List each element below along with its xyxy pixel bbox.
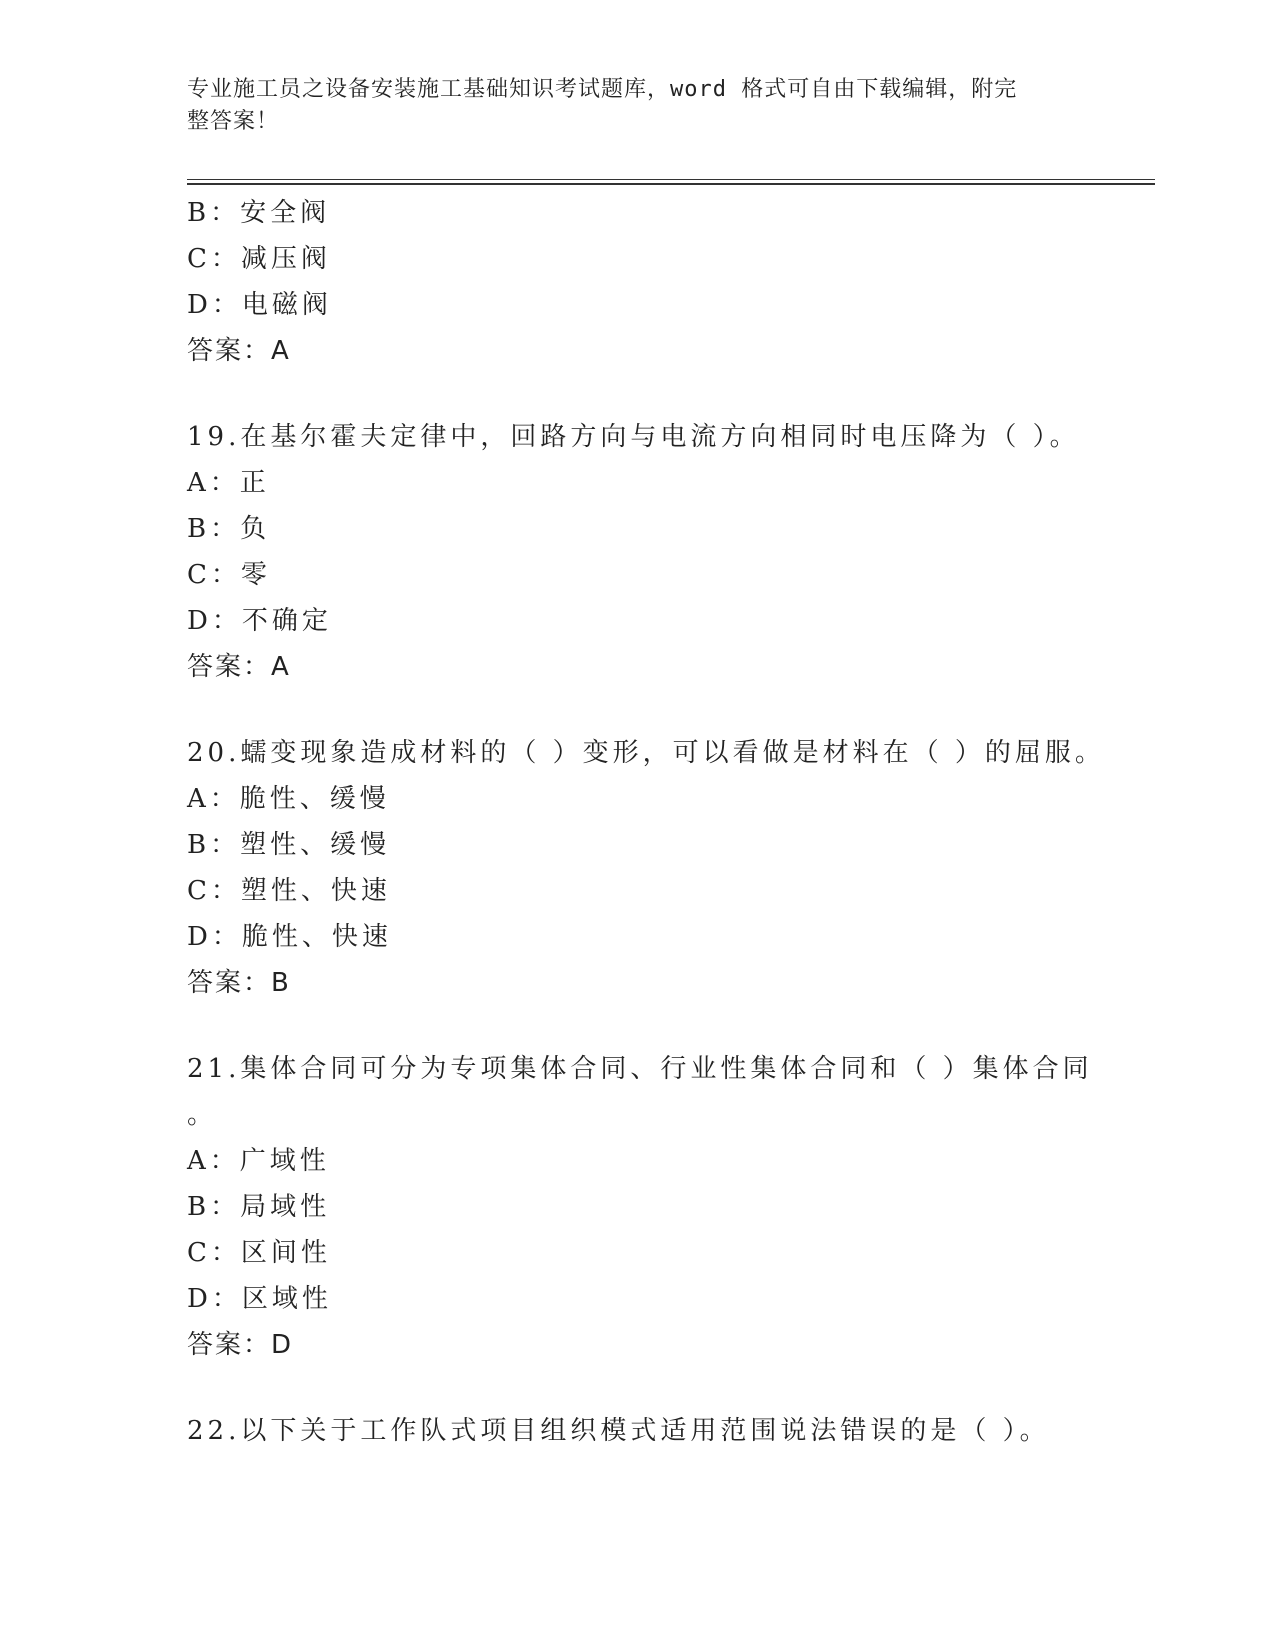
option-a: A：脆性、缓慢 [187, 784, 390, 814]
answer: 答案：D [187, 1330, 294, 1360]
question-text-continuation: 。 [187, 1100, 218, 1130]
header-rule-thick [187, 183, 1155, 185]
question-block-19 [187, 414, 1087, 690]
option-d: D：脆性、快速 [187, 922, 392, 952]
option-c: C：区间性 [187, 1238, 331, 1268]
option-b: B：局域性 [187, 1192, 331, 1222]
question-block-20 [187, 730, 1105, 1006]
header-rule-thin [187, 179, 1155, 180]
option-a: A：正 [187, 468, 270, 498]
option-b: B：安全阀 [187, 198, 331, 228]
option-c: C：塑性、快速 [187, 876, 391, 906]
option-b: B：塑性、缓慢 [187, 830, 391, 860]
answer: 答案：B [187, 968, 291, 998]
question-text: 20.蠕变现象造成材料的（ ）变形，可以看做是材料在（ ）的屈服。 [187, 738, 1105, 768]
question-block-21 [187, 1046, 1093, 1368]
document-header [187, 74, 1067, 138]
question-list [187, 190, 1105, 1454]
question-block-18 [187, 190, 1087, 374]
option-d: D：不确定 [187, 606, 332, 636]
option-a: A：广域性 [187, 1146, 330, 1176]
header-line-2: 整答案！ [187, 109, 280, 134]
answer: 答案：A [187, 652, 291, 682]
header-line-1: 专业施工员之设备安装施工基础知识考试题库，word 格式可自由下载编辑，附完 [187, 77, 1018, 102]
question-text: 21.集体合同可分为专项集体合同、行业性集体合同和（ ）集体合同 [187, 1054, 1093, 1084]
option-c: C：减压阀 [187, 244, 331, 274]
option-c: C：零 [187, 560, 271, 590]
question-text: 19.在基尔霍夫定律中，回路方向与电流方向相同时电压降为（ ）。 [187, 422, 1080, 452]
answer: 答案：A [187, 336, 291, 366]
option-d: D：电磁阀 [187, 290, 332, 320]
question-block-22 [187, 1408, 1087, 1454]
option-d: D：区域性 [187, 1284, 332, 1314]
question-text: 22.以下关于工作队式项目组织模式适用范围说法错误的是（ ）。 [187, 1416, 1050, 1446]
option-b: B：负 [187, 514, 271, 544]
